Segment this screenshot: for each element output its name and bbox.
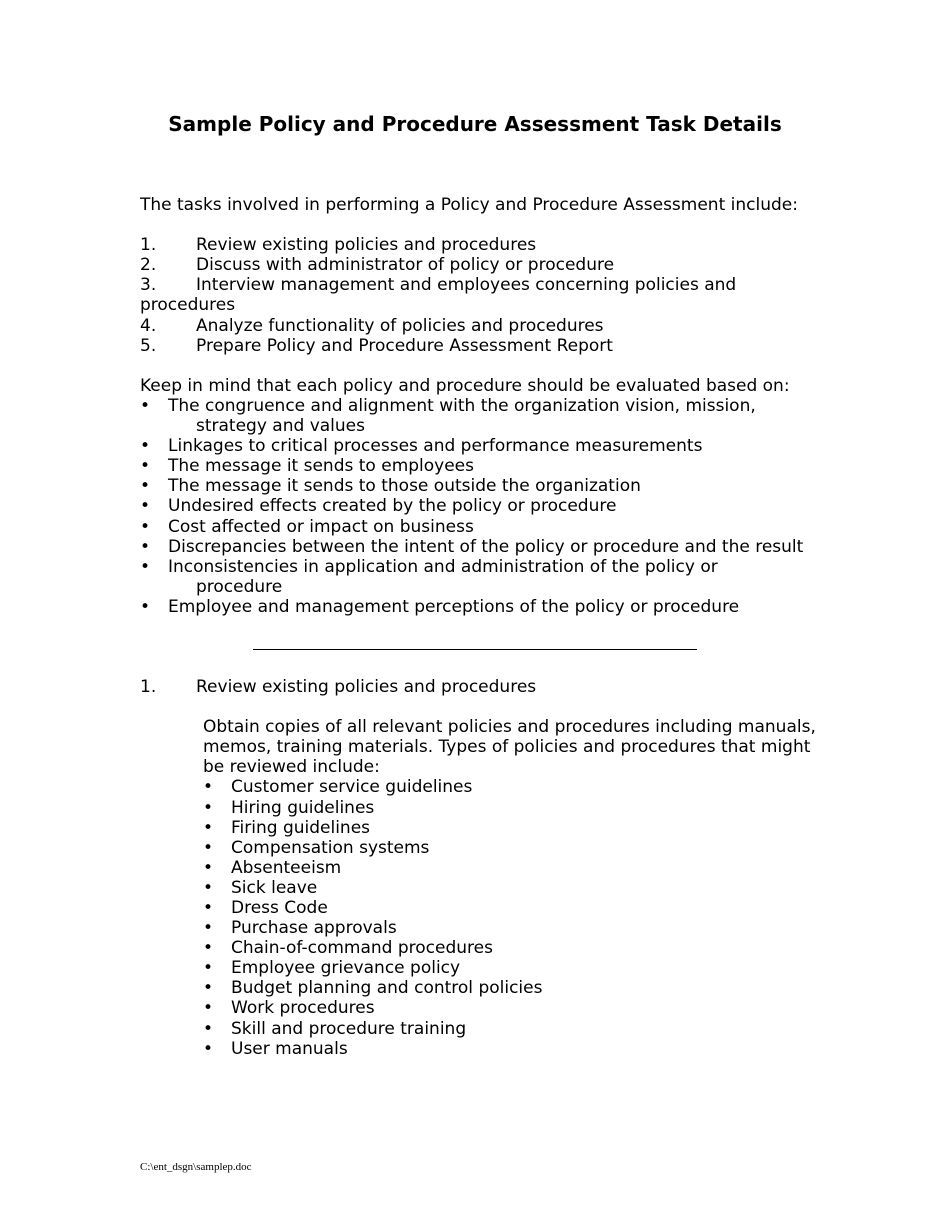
list-item-text: Chain-of-command procedures xyxy=(231,938,493,959)
criteria-item xyxy=(140,396,830,436)
task-text: Review existing policies and procedures xyxy=(196,235,537,256)
list-item xyxy=(203,798,830,818)
document-body xyxy=(140,195,830,1059)
section-paragraph: Obtain copies of all relevant policies and procedures including manuals, memos, training materials. Types of policies and procedures that might be reviewed include: xyxy=(203,717,816,778)
list-item xyxy=(203,1019,830,1039)
criteria-item xyxy=(140,517,830,537)
bullet-icon: • xyxy=(140,395,151,416)
criteria-continuation: procedure xyxy=(196,576,283,597)
list-item xyxy=(203,838,830,858)
list-item-text: Compensation systems xyxy=(231,837,430,858)
spacer xyxy=(140,356,830,376)
intro-paragraph: The tasks involved in performing a Policy and Procedure Assessment include: xyxy=(140,195,798,215)
task-item xyxy=(140,316,830,336)
criteria-text: Discrepancies between the intent of the policy or procedure and the result xyxy=(168,536,804,557)
list-item xyxy=(203,818,830,838)
section-heading-text: Review existing policies and procedures xyxy=(196,676,537,697)
list-item xyxy=(203,878,830,898)
criteria-text: Employee and management perceptions of the policy or procedure xyxy=(168,596,740,617)
task-text: Analyze functionality of policies and procedures xyxy=(196,315,604,336)
separator xyxy=(140,617,830,677)
bullet-icon: • xyxy=(203,1018,214,1039)
bullet-icon: • xyxy=(203,777,214,798)
task-item xyxy=(140,255,830,275)
list-item-text: Sick leave xyxy=(231,877,318,898)
list-item xyxy=(203,918,830,938)
task-number: 3. xyxy=(140,275,157,296)
criteria-continuation: strategy and values xyxy=(196,416,365,437)
criteria-item xyxy=(140,436,830,456)
bullet-icon: • xyxy=(140,456,151,477)
list-item-text: User manuals xyxy=(231,1038,348,1059)
criteria-item xyxy=(140,557,830,597)
bullet-icon: • xyxy=(203,938,214,959)
section-body xyxy=(203,717,830,1059)
criteria-text: Undesired effects created by the policy or procedure xyxy=(168,496,617,517)
list-item xyxy=(203,958,830,978)
footer-file-path: C:\ent_dsgn\samplep.doc xyxy=(140,1161,252,1173)
list-item-text: Customer service guidelines xyxy=(231,777,473,798)
section-number: 1. xyxy=(140,676,157,697)
criteria-item xyxy=(140,456,830,476)
list-item xyxy=(203,898,830,918)
criteria-item xyxy=(140,476,830,496)
list-item xyxy=(203,777,830,797)
task-text: Discuss with administrator of policy or procedure xyxy=(196,255,615,276)
criteria-text: The congruence and alignment with the organization vision, mission, xyxy=(168,395,756,416)
bullet-icon: • xyxy=(140,536,151,557)
criteria-text: Cost affected or impact on business xyxy=(168,516,474,537)
list-item-text: Purchase approvals xyxy=(231,918,397,939)
list-item-text: Budget planning and control policies xyxy=(231,978,543,999)
bullet-icon: • xyxy=(140,516,151,537)
criteria-text: The message it sends to those outside the organization xyxy=(168,476,641,497)
criteria-item xyxy=(140,496,830,516)
spacer xyxy=(140,215,830,235)
criteria-text: Linkages to critical processes and performance measurements xyxy=(168,436,703,457)
list-item xyxy=(203,858,830,878)
task-text: Prepare Policy and Procedure Assessment Report xyxy=(196,335,613,356)
policy-types-list xyxy=(203,777,830,1058)
bullet-icon: • xyxy=(203,837,214,858)
bullet-icon: • xyxy=(140,596,151,617)
bullet-icon: • xyxy=(203,857,214,878)
criteria-text: The message it sends to employees xyxy=(168,456,474,477)
horizontal-rule xyxy=(253,649,697,650)
task-number: 1. xyxy=(140,235,157,256)
bullet-icon: • xyxy=(203,958,214,979)
list-item-text: Hiring guidelines xyxy=(231,797,375,818)
spacer xyxy=(140,697,830,717)
task-text: Interview management and employees concerning policies and procedures xyxy=(140,275,737,316)
list-item xyxy=(203,938,830,958)
bullet-icon: • xyxy=(203,918,214,939)
bullet-icon: • xyxy=(203,817,214,838)
list-item-text: Employee grievance policy xyxy=(231,958,461,979)
section-heading xyxy=(140,677,830,697)
list-item xyxy=(203,978,830,998)
criteria-item xyxy=(140,537,830,557)
task-item xyxy=(140,275,830,315)
list-item xyxy=(203,998,830,1018)
task-list xyxy=(140,235,830,356)
bullet-icon: • xyxy=(203,978,214,999)
list-item-text: Skill and procedure training xyxy=(231,1018,467,1039)
list-item-text: Absenteeism xyxy=(231,857,342,878)
bullet-icon: • xyxy=(203,1038,214,1059)
criteria-item xyxy=(140,597,830,617)
task-number: 4. xyxy=(140,315,157,336)
criteria-text: Inconsistencies in application and administration of the policy or xyxy=(168,556,718,577)
bullet-icon: • xyxy=(140,496,151,517)
task-number: 5. xyxy=(140,335,157,356)
bullet-icon: • xyxy=(203,877,214,898)
bullet-icon: • xyxy=(203,797,214,818)
evaluation-intro: Keep in mind that each policy and procedure should be evaluated based on: xyxy=(140,375,790,396)
bullet-icon: • xyxy=(140,556,151,577)
task-item xyxy=(140,336,830,356)
bullet-icon: • xyxy=(140,476,151,497)
document-title: Sample Policy and Procedure Assessment Task Details xyxy=(168,112,782,136)
task-number: 2. xyxy=(140,255,157,276)
task-item xyxy=(140,235,830,255)
criteria-list xyxy=(140,396,830,617)
list-item-text: Work procedures xyxy=(231,998,375,1019)
list-item xyxy=(203,1039,830,1059)
list-item-text: Dress Code xyxy=(231,898,328,918)
bullet-icon: • xyxy=(203,898,214,918)
list-item-text: Firing guidelines xyxy=(231,817,371,838)
bullet-icon: • xyxy=(203,998,214,1019)
bullet-icon: • xyxy=(140,436,151,457)
